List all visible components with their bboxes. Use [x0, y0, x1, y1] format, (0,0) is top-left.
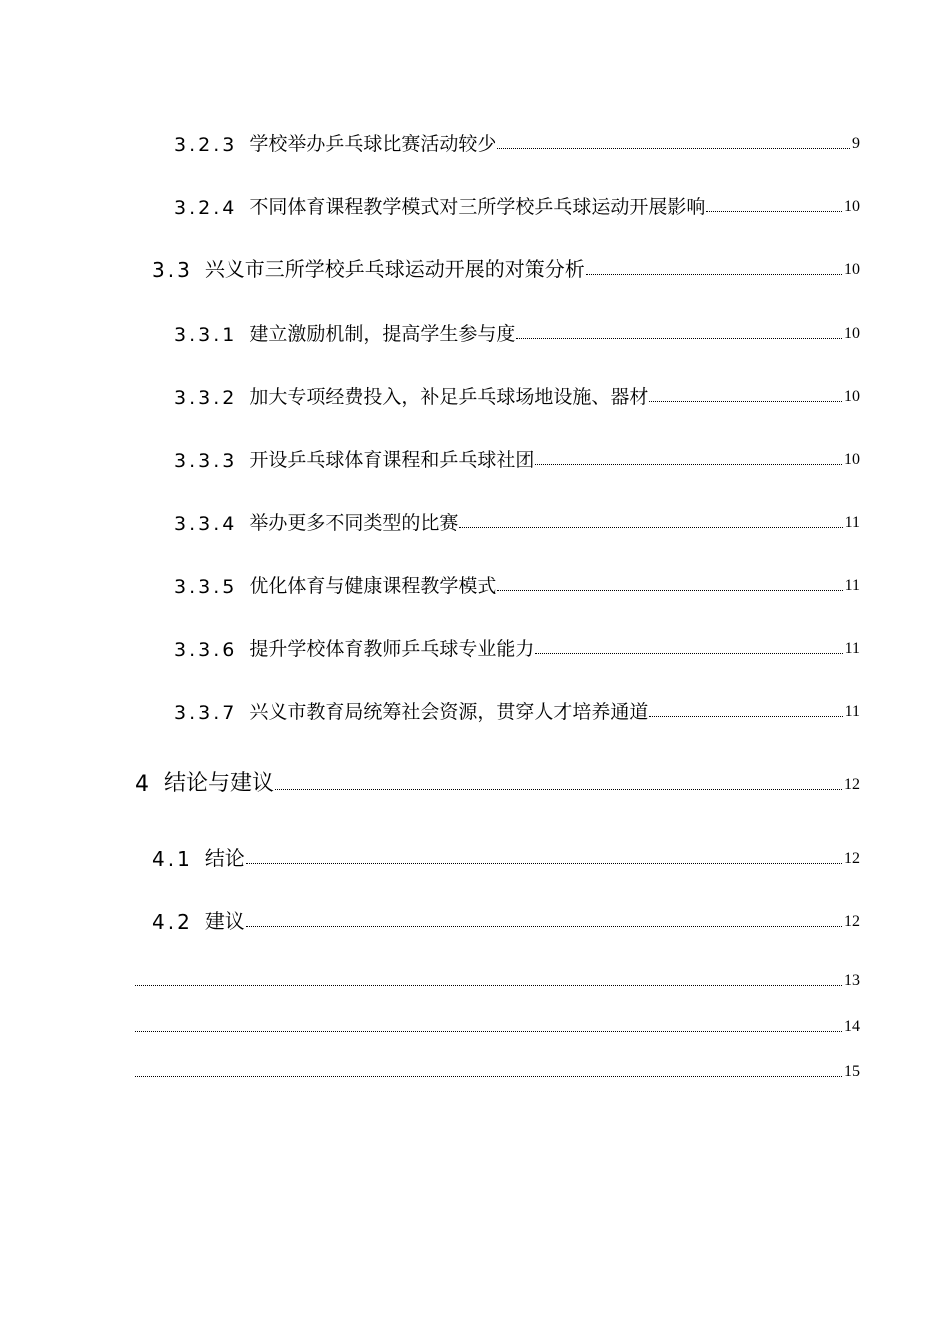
- toc-entry-title: 举办更多不同类型的比赛: [249, 512, 459, 534]
- dot-leader: [275, 789, 842, 790]
- toc-entry-page-number: 10: [844, 198, 860, 215]
- toc-entry-untitled-13[interactable]: [135, 963, 860, 993]
- dot-leader: [246, 926, 842, 927]
- toc-entry-number: 4.2: [152, 910, 193, 934]
- toc-entry-3-3-3[interactable]: [174, 442, 860, 472]
- toc-entry-page-number: 10: [844, 325, 860, 342]
- toc-entry-page-number: 11: [844, 703, 860, 720]
- toc-entry-number: 3.2.3: [174, 134, 238, 156]
- toc-entry-title: 不同体育课程教学模式对三所学校乒乓球运动开展影响: [249, 196, 706, 218]
- toc-entry-page-number: 11: [844, 640, 860, 657]
- toc-entry-title: 结论: [204, 846, 245, 870]
- toc-entry-page-number: 12: [844, 850, 860, 867]
- toc-entry-title: 兴义市教育局统筹社会资源，贯穿人才培养通道: [249, 701, 649, 723]
- toc-entry-title: 优化体育与健康课程教学模式: [249, 575, 497, 597]
- toc-entry-title: 加大专项经费投入，补足乒乓球场地设施、器材: [249, 386, 649, 408]
- toc-entry-3-2-4[interactable]: [174, 189, 860, 219]
- dot-leader: [135, 1076, 842, 1077]
- toc-entry-number: 3.2.4: [174, 197, 238, 219]
- toc-entry-page-number: 10: [844, 451, 860, 468]
- dot-leader: [706, 211, 842, 212]
- toc-entry-title: 学校举办乒乓球比赛活动较少: [249, 133, 497, 155]
- toc-entry-title: 结论与建议: [164, 771, 275, 796]
- toc-entry-number: 4.1: [152, 847, 193, 871]
- dot-leader: [497, 148, 850, 149]
- toc-entry-3-3-6[interactable]: [174, 631, 860, 661]
- toc-entry-page-number: 11: [844, 514, 860, 531]
- dot-leader: [535, 464, 842, 465]
- toc-entry-number: 4: [135, 772, 152, 797]
- toc-entry-number: 3.3: [152, 258, 193, 282]
- dot-leader: [535, 653, 842, 654]
- toc-entry-3-3-5[interactable]: [174, 568, 860, 598]
- dot-leader: [649, 401, 842, 402]
- toc-entry-page-number: 11: [844, 577, 860, 594]
- toc-entry-number: 3.3.2: [174, 387, 238, 409]
- toc-entry-number: 3.3.1: [174, 324, 238, 346]
- toc-entry-3-3-2[interactable]: [174, 379, 860, 409]
- toc-entry-4-2[interactable]: [152, 904, 860, 934]
- toc-entry-3-3-1[interactable]: [174, 316, 860, 346]
- toc-entry-3-2-3[interactable]: [174, 126, 860, 156]
- toc-entry-title: 建立激励机制，提高学生参与度: [249, 323, 516, 345]
- toc-entry-number: 3.3.3: [174, 450, 238, 472]
- toc-entry-page-number: 13: [844, 972, 860, 989]
- dot-leader: [497, 590, 842, 591]
- toc-entry-page-number: 12: [844, 776, 860, 793]
- dot-leader: [586, 274, 842, 275]
- toc-entry-untitled-15[interactable]: [135, 1054, 860, 1084]
- toc-entry-3-3-7[interactable]: [174, 694, 860, 724]
- toc-entry-title: 兴义市三所学校乒乓球运动开展的对策分析: [204, 257, 585, 281]
- toc-entry-4-1[interactable]: [152, 841, 860, 871]
- toc-entry-number: 3.3.6: [174, 639, 238, 661]
- toc-entry-4[interactable]: [135, 767, 860, 797]
- toc-entry-number: 3.3.4: [174, 513, 238, 535]
- dot-leader: [649, 716, 842, 717]
- toc-entry-title: 开设乒乓球体育课程和乒乓球社团: [249, 449, 535, 471]
- toc-entry-page-number: 15: [844, 1063, 860, 1080]
- dot-leader: [135, 1031, 842, 1032]
- toc-entry-number: 3.3.5: [174, 576, 238, 598]
- dot-leader: [459, 527, 842, 528]
- toc-entry-3-3[interactable]: [152, 252, 860, 282]
- toc-entry-number: 3.3.7: [174, 702, 238, 724]
- toc-entry-3-3-4[interactable]: [174, 505, 860, 535]
- dot-leader: [135, 985, 842, 986]
- toc-entry-page-number: 10: [844, 388, 860, 405]
- toc-entry-page-number: 10: [844, 261, 860, 278]
- toc-entry-page-number: 9: [852, 135, 860, 152]
- toc-entry-untitled-14[interactable]: [135, 1009, 860, 1039]
- dot-leader: [516, 338, 842, 339]
- toc-entry-page-number: 12: [844, 913, 860, 930]
- toc-entry-page-number: 14: [844, 1018, 860, 1035]
- toc-entry-title: 建议: [204, 909, 245, 933]
- toc-entry-title: 提升学校体育教师乒乓球专业能力: [249, 638, 535, 660]
- dot-leader: [246, 863, 842, 864]
